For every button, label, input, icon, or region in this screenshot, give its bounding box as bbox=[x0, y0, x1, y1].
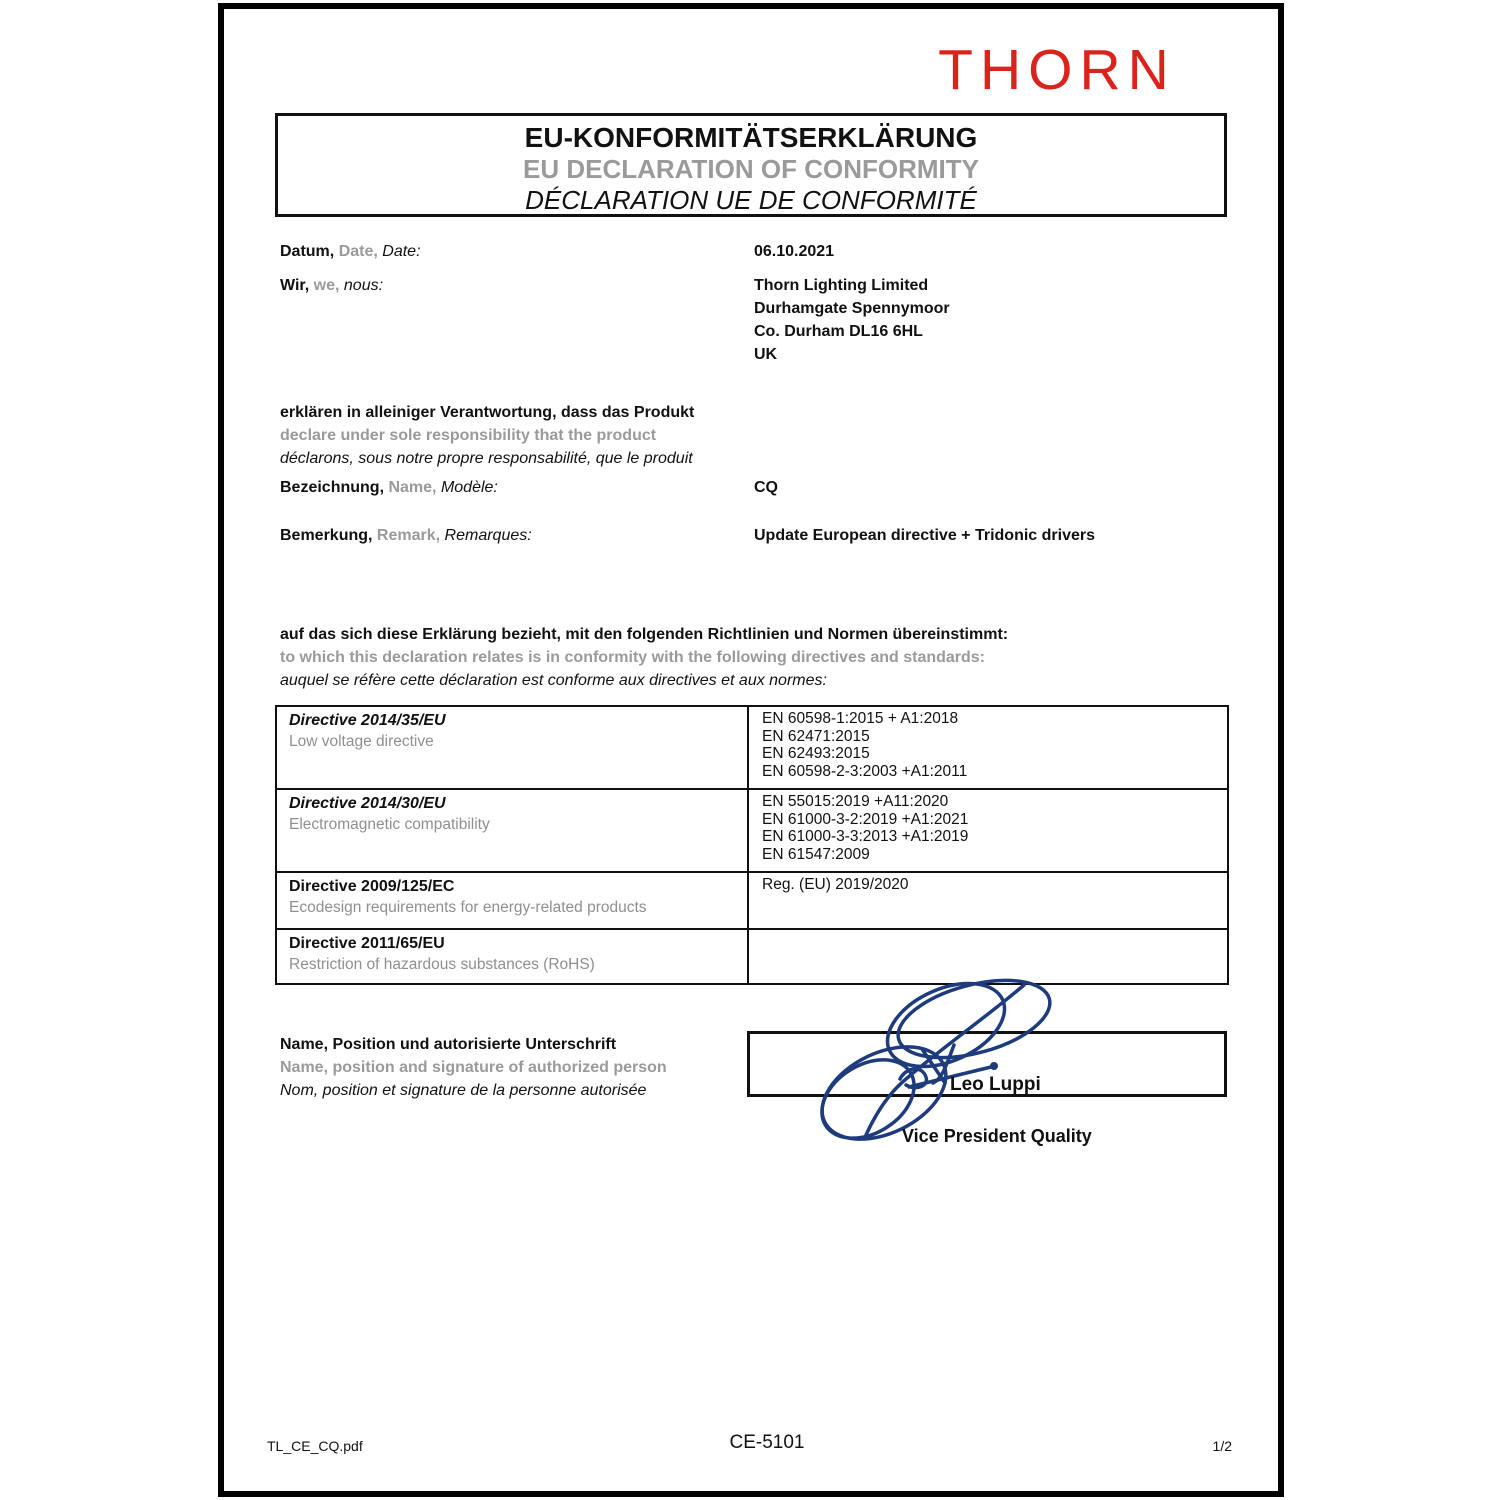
signatory-position: Vice President Quality bbox=[902, 1126, 1092, 1146]
title-english: EU DECLARATION OF CONFORMITY bbox=[523, 154, 979, 184]
signature-label-de: Name, Position und autorisierte Unterschrift bbox=[280, 1036, 617, 1053]
thorn-logo: THORN bbox=[938, 38, 1176, 102]
standards-cell bbox=[748, 706, 1228, 789]
directive-name: Directive 2014/30/EU bbox=[289, 795, 446, 812]
directive-cell bbox=[276, 789, 748, 872]
directives-table bbox=[275, 705, 1229, 985]
standards-intro-de: auf das sich diese Erklärung bezieht, mit den folgenden Richtlinien und Normen übereinstimmt: bbox=[280, 626, 1009, 643]
title-german: EU-KONFORMITÄTSERKLÄRUNG bbox=[524, 122, 978, 153]
standard-item: Reg. (EU) 2019/2020 bbox=[762, 876, 909, 893]
standard-item: EN 55015:2019 +A11:2020 bbox=[762, 793, 949, 810]
declaration-statement bbox=[280, 401, 694, 470]
directive-cell bbox=[276, 872, 748, 929]
table-row bbox=[276, 706, 1228, 789]
signature-label-fr: Nom, position et signature de la personne autorisée bbox=[280, 1082, 647, 1099]
directive-description: Ecodesign requirements for energy-related products bbox=[289, 899, 647, 916]
company-label bbox=[280, 274, 383, 297]
standard-item: EN 61000-3-3:2013 +A1:2019 bbox=[762, 828, 969, 845]
remark-label-de: Bemerkung, bbox=[280, 527, 373, 544]
remark-value: Update European directive + Tridonic drivers bbox=[754, 527, 1095, 544]
company-address-line: Thorn Lighting Limited bbox=[754, 277, 929, 294]
company-label-fr: nous: bbox=[343, 277, 384, 294]
title-french: DÉCLARATION UE DE CONFORMITÉ bbox=[525, 185, 977, 215]
company-label-de: Wir, bbox=[280, 277, 310, 294]
table-row bbox=[276, 929, 1228, 984]
product-name-label-en: Name, bbox=[388, 479, 437, 496]
date-label-fr: Date: bbox=[382, 243, 421, 260]
signature-label-en: Name, position and signature of authorized person bbox=[280, 1059, 667, 1076]
remark-label bbox=[280, 524, 532, 547]
standards-intro-fr: auquel se réfère cette déclaration est conforme aux directives et aux normes: bbox=[280, 672, 827, 689]
footer-page-number: 1/2 bbox=[1212, 1438, 1232, 1454]
company-label-en: we, bbox=[313, 277, 340, 294]
directive-name: Directive 2009/125/EC bbox=[289, 878, 455, 895]
product-name-value: CQ bbox=[754, 479, 778, 496]
standard-item: EN 62471:2015 bbox=[762, 727, 870, 745]
standards-intro bbox=[280, 623, 1008, 692]
table-row bbox=[276, 789, 1228, 872]
standards-cell bbox=[748, 872, 1228, 929]
declaration-en: declare under sole responsibility that the product bbox=[280, 427, 657, 444]
product-name-label-de: Bezeichnung, bbox=[280, 479, 385, 496]
declaration-fr: déclarons, sous notre propre responsabilité, que le produit bbox=[280, 450, 693, 467]
company-address-line: Co. Durham DL16 6HL bbox=[754, 323, 923, 340]
company-address-line: UK bbox=[754, 346, 778, 363]
directive-name: Directive 2014/35/EU bbox=[289, 712, 446, 729]
standard-item: EN 61547:2009 bbox=[762, 845, 870, 863]
directive-description: Low voltage directive bbox=[289, 733, 434, 750]
table-row bbox=[276, 872, 1228, 929]
product-name-label-fr: Modèle: bbox=[440, 479, 498, 496]
signature-label bbox=[280, 1033, 667, 1102]
date-value: 06.10.2021 bbox=[754, 243, 835, 260]
signatory-name: Leo Luppi bbox=[950, 1074, 1041, 1095]
remark-label-en: Remark, bbox=[376, 527, 441, 544]
standard-item: EN 62493:2015 bbox=[762, 745, 870, 762]
directive-name: Directive 2011/65/EU bbox=[289, 935, 445, 952]
directive-description: Electromagnetic compatibility bbox=[289, 816, 490, 833]
directive-cell bbox=[276, 929, 748, 984]
standard-item: EN 60598-1:2015 + A1:2018 bbox=[762, 710, 959, 727]
title-box bbox=[275, 113, 1227, 217]
directive-description: Restriction of hazardous substances (RoHS) bbox=[289, 956, 595, 973]
standards-intro-en: to which this declaration relates is in conformity with the following directives and standards: bbox=[280, 649, 986, 666]
date-label-de: Datum, bbox=[280, 243, 335, 260]
footer-filename: TL_CE_CQ.pdf bbox=[267, 1438, 363, 1454]
document-page bbox=[218, 3, 1284, 1497]
declaration-de: erklären in alleiniger Verantwortung, dass das Produkt bbox=[280, 404, 695, 421]
company-address bbox=[754, 274, 950, 366]
standards-cell bbox=[748, 789, 1228, 872]
signature-ink-dot bbox=[990, 1062, 998, 1070]
date-label-en: Date, bbox=[338, 243, 378, 260]
standard-item: EN 60598-2-3:2003 +A1:2011 bbox=[762, 762, 968, 780]
date-label bbox=[280, 240, 421, 263]
product-name-label bbox=[280, 476, 498, 499]
remark-label-fr: Remarques: bbox=[444, 527, 532, 544]
company-address-line: Durhamgate Spennymoor bbox=[754, 300, 950, 317]
directive-cell bbox=[276, 706, 748, 789]
standard-item: EN 61000-3-2:2019 +A1:2021 bbox=[762, 810, 969, 828]
footer-document-number: CE-5101 bbox=[729, 1432, 805, 1453]
